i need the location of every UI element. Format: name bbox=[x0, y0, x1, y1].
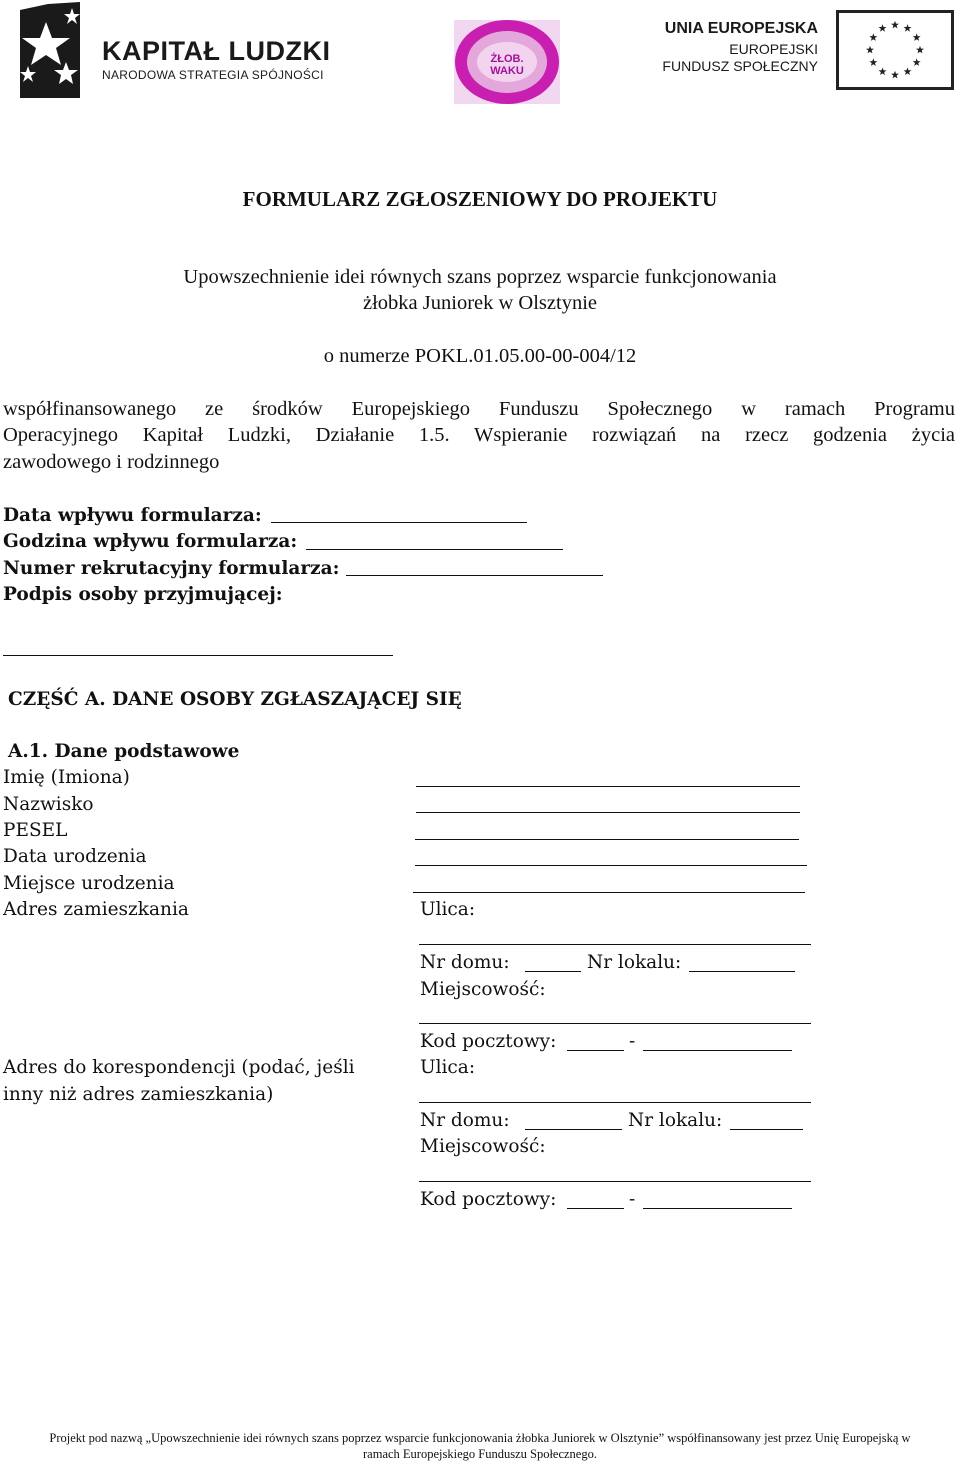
section-a1-subheading: A.1. Dane podstawowe bbox=[8, 741, 240, 762]
address-flat-field[interactable] bbox=[689, 971, 795, 972]
intake-date-field[interactable] bbox=[271, 522, 527, 523]
last-name-label: Nazwisko bbox=[3, 794, 94, 815]
address-city-field[interactable] bbox=[419, 1023, 811, 1024]
pesel-field[interactable] bbox=[415, 839, 799, 840]
corr-postcode-dash: - bbox=[629, 1189, 636, 1210]
eu-subtitle-2: FUNDUSZ SPOŁECZNY bbox=[662, 58, 818, 74]
pesel-label: PESEL bbox=[3, 820, 68, 841]
corr-postcode-field-2[interactable] bbox=[643, 1208, 792, 1209]
corr-street-field[interactable] bbox=[419, 1102, 811, 1103]
address-city-label: Miejscowość: bbox=[420, 979, 546, 1000]
intake-date-label: Data wpływu formularza: bbox=[3, 505, 262, 526]
address-postcode-dash: - bbox=[629, 1031, 636, 1052]
form-title: FORMULARZ ZGŁOSZENIOWY DO PROJEKTU bbox=[242, 187, 718, 211]
footer-line2: ramach Europejskiego Funduszu Społecznego. bbox=[363, 1447, 597, 1461]
birth-place-field[interactable] bbox=[413, 892, 805, 893]
intake-signature-field[interactable] bbox=[3, 655, 393, 656]
address-house-field[interactable] bbox=[525, 971, 581, 972]
intake-time-field[interactable] bbox=[306, 549, 563, 550]
birth-place-label: Miejsce urodzenia bbox=[3, 873, 175, 894]
correspondence-label-line2: inny niż adres zamieszkania) bbox=[3, 1084, 274, 1105]
project-logo bbox=[452, 18, 562, 106]
first-name-field[interactable] bbox=[416, 786, 800, 787]
address-postcode-field-1[interactable] bbox=[567, 1050, 624, 1051]
corr-house-field[interactable] bbox=[525, 1129, 622, 1130]
address-street-label: Ulica: bbox=[420, 899, 476, 920]
birth-date-label: Data urodzenia bbox=[3, 846, 147, 867]
address-house-label: Nr domu: bbox=[420, 952, 510, 973]
address-flat-label: Nr lokalu: bbox=[587, 952, 682, 973]
first-name-label: Imię (Imiona) bbox=[3, 767, 130, 788]
kapital-ludzki-logo bbox=[8, 2, 338, 102]
eu-title: UNIA EUROPEJSKA bbox=[664, 20, 818, 37]
intake-signature-label: Podpis osoby przyjmującej: bbox=[3, 584, 283, 605]
corr-house-label: Nr domu: bbox=[420, 1110, 510, 1131]
last-name-field[interactable] bbox=[416, 812, 800, 813]
kapital-ludzki-title: KAPITAŁ LUDZKI bbox=[102, 36, 331, 66]
section-a-heading: CZĘŚĆ A. DANE OSOBY ZGŁASZAJĄCEJ SIĘ bbox=[8, 689, 462, 710]
corr-city-field[interactable] bbox=[419, 1181, 811, 1182]
intake-time-label: Godzina wpływu formularza: bbox=[3, 531, 298, 552]
footer-line1: Projekt pod nazwą „Upowszechnienie idei równych szans poprzez wsparcie funkcjonowania żłobka Juniorek w Olsztynie” współfinansowany jest przez Unię Europejską w bbox=[49, 1431, 911, 1445]
correspondence-label-line1: Adres do korespondencji (podać, jeśli bbox=[3, 1057, 355, 1078]
cofinance-line2: Operacyjnego Kapitał Ludzki, Działanie 1.5. Wspieranie rozwiązań na rzecz godzenia życia bbox=[3, 424, 955, 446]
project-name-line2: żłobka Juniorek w Olsztynie bbox=[363, 292, 597, 314]
corr-city-label: Miejscowość: bbox=[420, 1136, 546, 1157]
project-seal-text: ŻŁOB. WAKU bbox=[490, 53, 524, 77]
eu-flag-icon bbox=[836, 10, 954, 90]
corr-flat-field[interactable] bbox=[730, 1129, 803, 1130]
address-postcode-field-2[interactable] bbox=[643, 1050, 792, 1051]
corr-flat-label: Nr lokalu: bbox=[628, 1110, 723, 1131]
cofinance-line1: współfinansowanego ze środków Europejskiego Funduszu Społecznego w ramach Programu bbox=[3, 398, 955, 420]
address-street-field[interactable] bbox=[419, 944, 811, 945]
address-label: Adres zamieszkania bbox=[3, 899, 189, 920]
intake-number-field[interactable] bbox=[346, 575, 603, 576]
eu-logo bbox=[640, 8, 956, 92]
kapital-ludzki-subtitle: NARODOWA STRATEGIA SPÓJNOŚCI bbox=[102, 68, 324, 82]
project-name-line1: Upowszechnienie idei równych szans poprzez wsparcie funkcjonowania bbox=[183, 266, 777, 288]
intake-number-label: Numer rekrutacyjny formularza: bbox=[3, 558, 340, 579]
project-number: o numerze POKL.01.05.00-00-004/12 bbox=[323, 345, 637, 367]
corr-postcode-field-1[interactable] bbox=[567, 1208, 624, 1209]
cofinance-line3: zawodowego i rodzinnego bbox=[3, 451, 220, 473]
corr-street-label: Ulica: bbox=[420, 1057, 476, 1078]
address-postcode-label: Kod pocztowy: bbox=[420, 1031, 557, 1052]
eu-subtitle-1: EUROPEJSKI bbox=[729, 41, 818, 57]
corr-postcode-label: Kod pocztowy: bbox=[420, 1189, 557, 1210]
birth-date-field[interactable] bbox=[415, 865, 807, 866]
kapital-ludzki-star-icon bbox=[8, 2, 98, 102]
